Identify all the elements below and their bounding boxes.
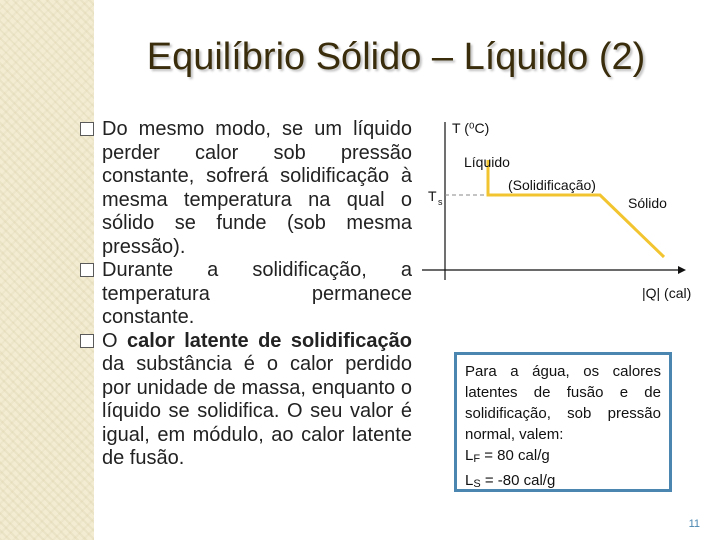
ls-label: L	[465, 472, 474, 489]
paragraph-3-prefix: O	[102, 329, 127, 352]
ts-tick-sub: s	[438, 197, 443, 207]
info-box	[454, 352, 672, 492]
lf-label: L	[465, 447, 474, 464]
latent-heat-solidification	[465, 470, 661, 495]
solid-label: Sólido	[628, 195, 667, 211]
x-axis-arrow-icon	[678, 266, 686, 274]
x-axis-label: |Q| (cal)	[642, 285, 692, 301]
lf-value: = 80 cal/g	[480, 447, 550, 464]
solidification-label: (Solidificação)	[508, 177, 596, 193]
paragraph-3-bold-term: calor latente de solidificação	[126, 329, 412, 352]
lf-sub: F	[473, 453, 481, 465]
slide-title: Equilíbrio Sólido – Líquido (2)	[146, 36, 646, 78]
info-box-text: Para a água, os calores latentes de fusão e de solidificação, sob pressão normal, valem:	[465, 363, 661, 443]
ls-value: = -80 cal/g	[480, 472, 556, 489]
page-number: 11	[688, 518, 700, 530]
paragraph-1-text: Do mesmo modo, se um líquido perder calor sob pressão constante, sofrerá solidificação à mesma temperatura na qual o sólido se funde (sob mesma pressão).	[102, 118, 412, 258]
paragraph-2-text: Durante a solidificação, a temperatura permanece constante.	[102, 259, 412, 328]
ls-sub: S	[473, 478, 481, 490]
ts-tick-label: T	[428, 188, 437, 204]
latent-heat-fusion	[465, 445, 661, 470]
paragraph-3-rest: da substância é o calor perdido por unidade de massa, enquanto o líquido se solidifica. O seu valor é igual, em módulo, ao calor latente de fusão.	[102, 353, 412, 469]
liquid-label: Líquido	[464, 154, 510, 170]
y-axis-label: T (⁰C)	[452, 120, 490, 136]
